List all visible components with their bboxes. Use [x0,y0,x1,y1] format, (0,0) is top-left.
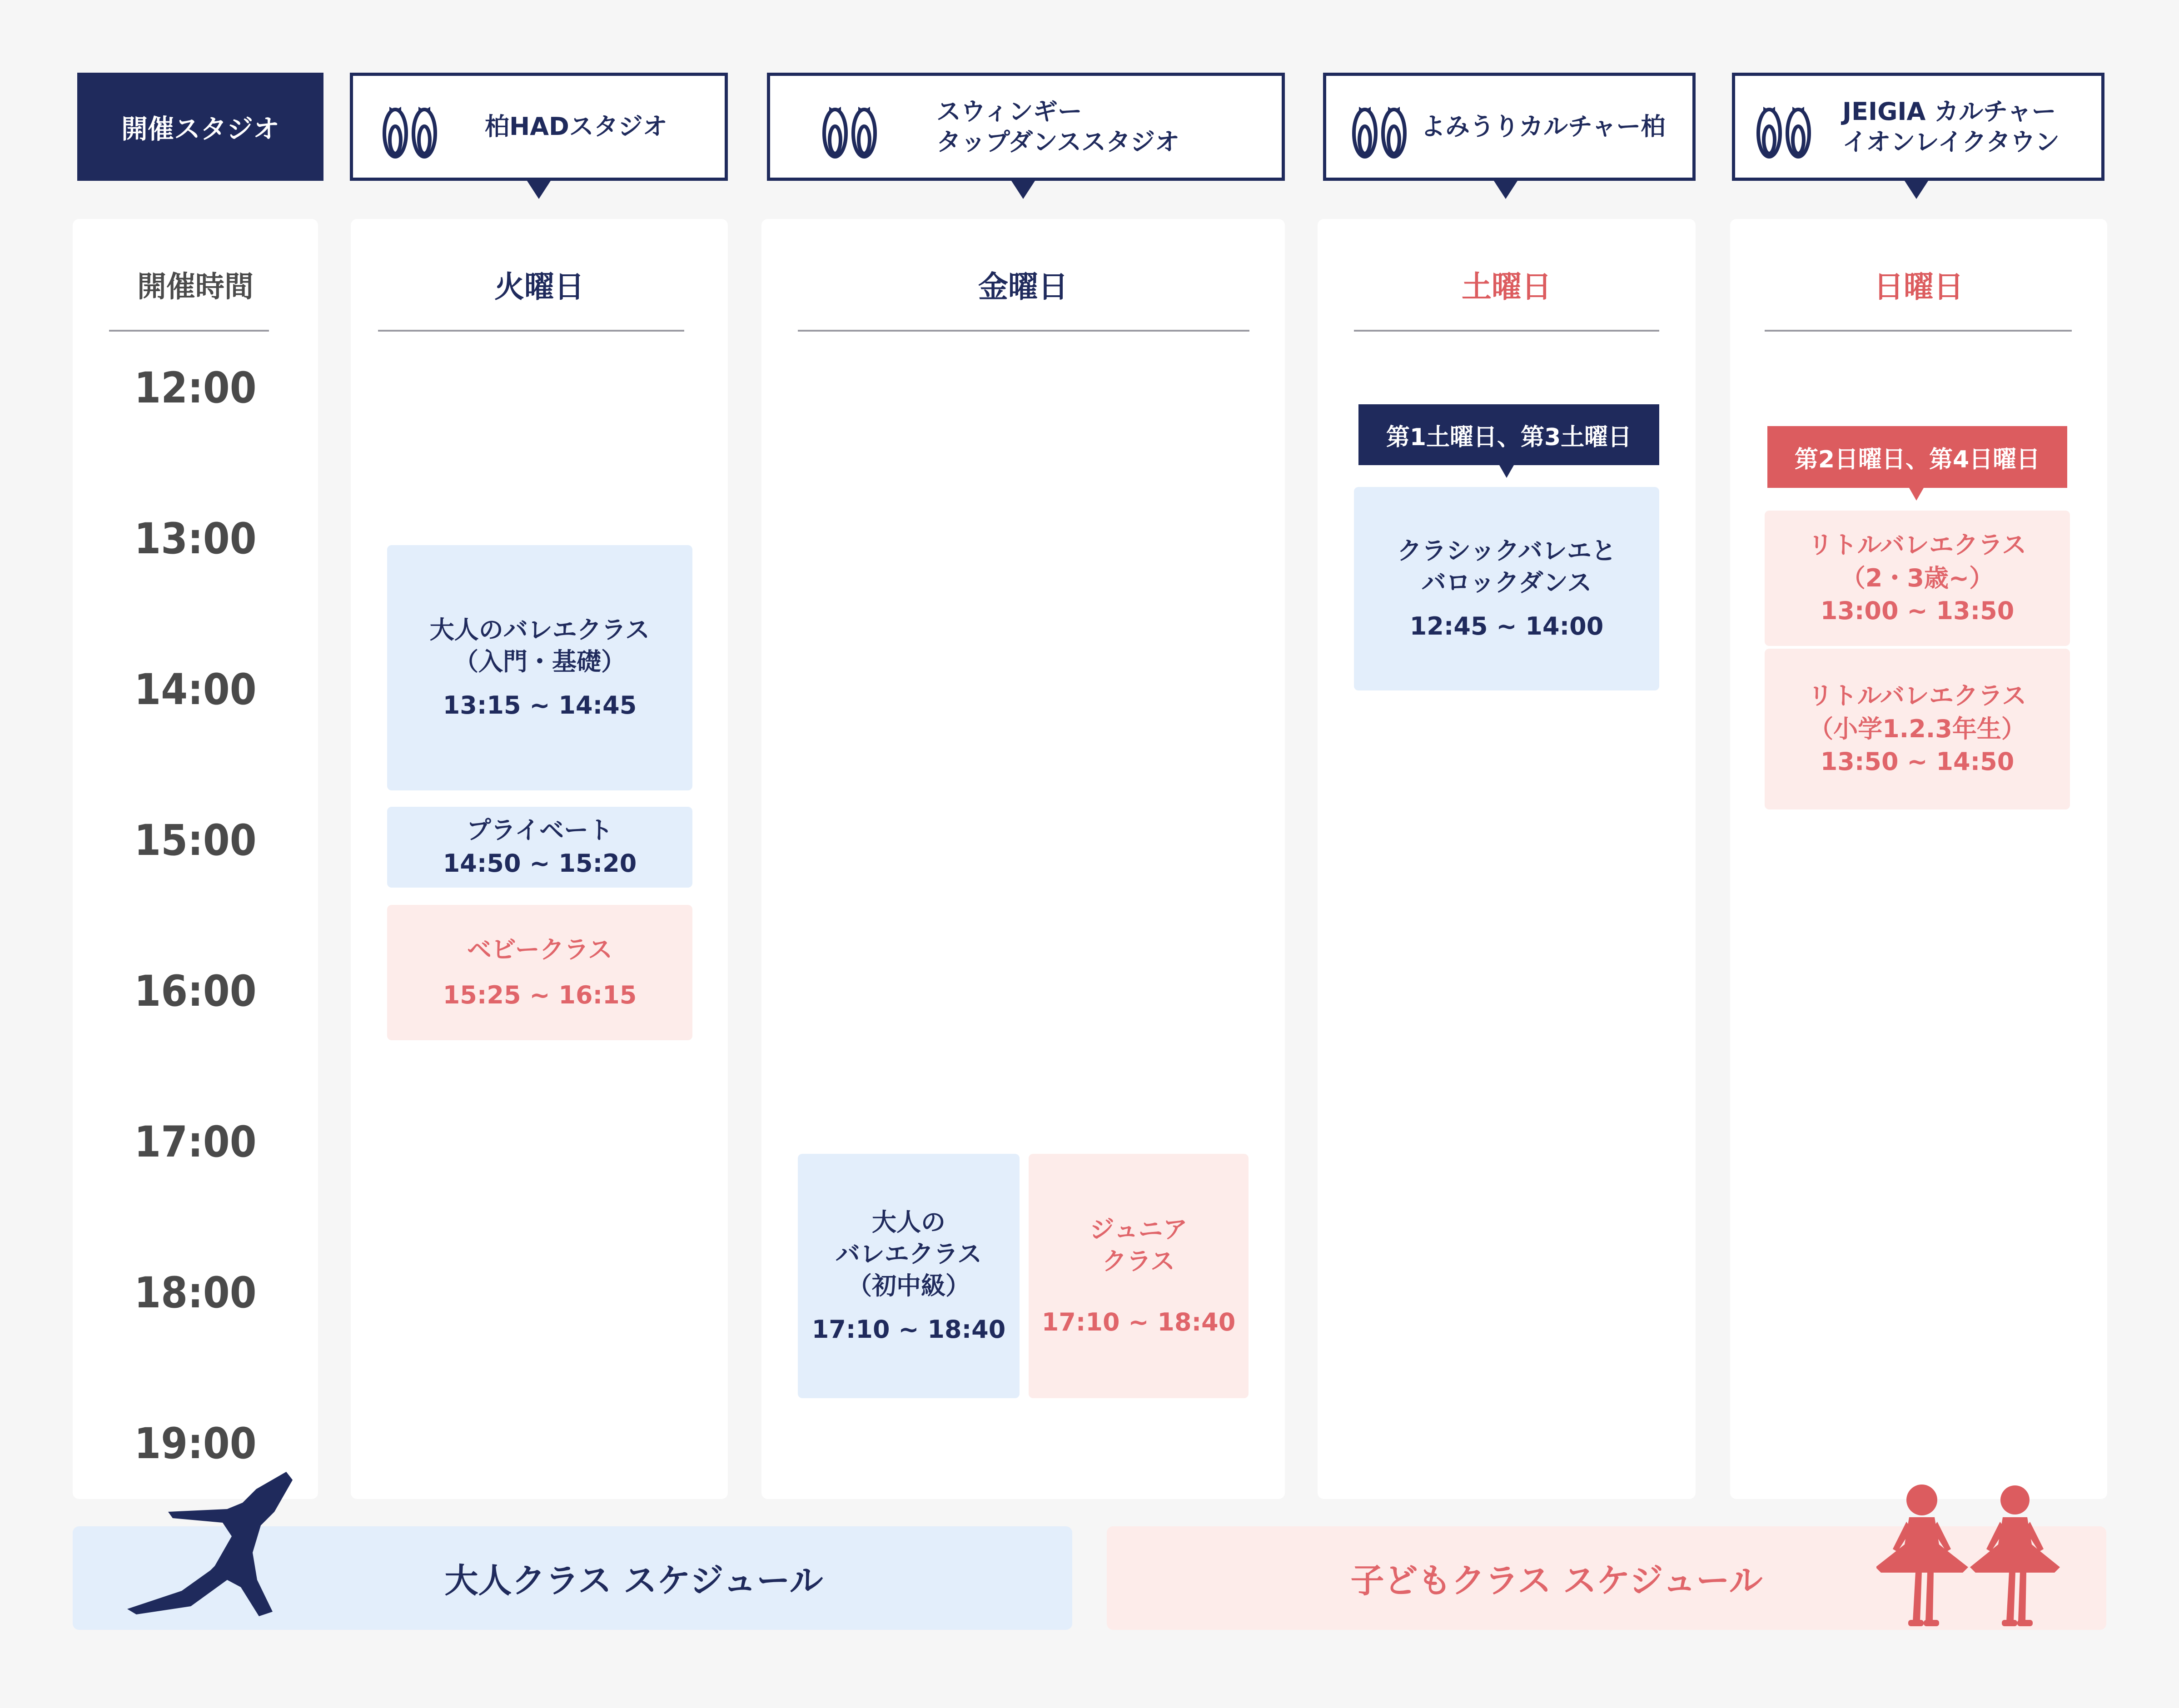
class-title: 大人の バレエクラス （初中級） [835,1207,982,1300]
class-title: プライベート [466,816,613,845]
schedule-tag-sunday: 第2日曜日、第4日曜日 [1767,426,2067,488]
legend-adult-label: 大人クラス スケジュール [444,1561,823,1600]
class-classic-baroque[interactable] [1354,487,1659,690]
ballet-shoes-icon [820,97,879,160]
class-time: 13:00 ~ 13:50 [1820,596,2015,626]
studio-header-jeigia [1732,73,2104,181]
studio-name: JEIGIA カルチャー イオンレイクタウン [1842,97,2060,156]
class-time: 17:10 ~ 18:40 [1041,1308,1236,1337]
divider [378,330,684,332]
ballet-shoes-icon [1350,97,1409,160]
ballet-shoes-icon [1754,97,1813,160]
time-label: 18:00 [134,1268,257,1318]
class-title: リトルバレエクラス （小学1.2.3年生） [1808,681,2027,743]
time-label: 12:00 [134,363,257,413]
class-title: 大人のバレエクラス （入門・基礎） [429,615,650,676]
class-time: 13:15 ~ 14:45 [443,691,637,720]
tag-pointer [1909,488,1924,501]
class-little-ballet-elementary[interactable] [1765,649,2070,809]
class-baby[interactable] [387,905,692,1040]
ballerina-silhouette-icon [127,1467,318,1631]
time-label: 17:00 [134,1117,257,1167]
studio-name: スウィンギー タップダンススタジオ [936,97,1180,156]
time-label: 13:00 [134,514,257,564]
ballet-shoes-icon [380,97,439,160]
divider [1765,330,2072,332]
time-label: 16:00 [134,967,257,1016]
studio-name: 柏HADスタジオ [485,112,667,141]
divider [798,330,1249,332]
studio-header-yomiuri [1323,73,1696,181]
girls-silhouette-icon [1876,1481,2072,1631]
class-private[interactable] [387,807,692,888]
legend-kids-label: 子どもクラス スケジュール [1350,1561,1763,1600]
header-pointer [1011,181,1035,199]
day-title: 日曜日 [1874,269,1964,304]
day-title: 金曜日 [978,269,1068,304]
class-title: クラシックバレエと バロックダンス [1397,536,1616,597]
day-title: 火曜日 [494,269,584,304]
studio-header-kashiwa-had [350,73,728,181]
tag-pointer [1499,465,1514,478]
class-title: リトルバレエクラス （2・3歳~） [1808,530,2027,592]
time-header: 開催時間 [137,270,254,304]
header-pointer [1905,181,1928,199]
time-label: 19:00 [134,1419,257,1469]
class-title: ジュニア クラス [1090,1215,1188,1276]
divider [109,330,269,332]
class-time: 13:50 ~ 14:50 [1820,747,2015,776]
class-title: ベビークラス [467,935,613,964]
schedule-tag-saturday: 第1土曜日、第3土曜日 [1358,404,1659,465]
divider [1354,330,1659,332]
time-label: 15:00 [134,816,257,865]
class-adult-intermediate[interactable] [798,1154,1020,1398]
time-label: 14:00 [134,665,257,715]
studio-name: よみうりカルチャー柏 [1421,112,1666,141]
class-time: 17:10 ~ 18:40 [811,1315,1006,1344]
day-column-sunday [1730,219,2107,1499]
studio-header-swingy [767,73,1285,181]
class-adult-beginner[interactable] [387,545,692,790]
class-time: 12:45 ~ 14:00 [1409,612,1604,641]
class-time: 15:25 ~ 16:15 [443,981,637,1009]
day-title: 土曜日 [1462,269,1552,304]
header-pointer [1494,181,1517,199]
studio-header-label: 開催スタジオ [77,73,323,181]
header-pointer [527,181,551,199]
class-junior[interactable] [1029,1154,1249,1398]
class-time: 14:50 ~ 15:20 [443,849,637,878]
class-little-ballet-toddler[interactable] [1765,511,2070,646]
